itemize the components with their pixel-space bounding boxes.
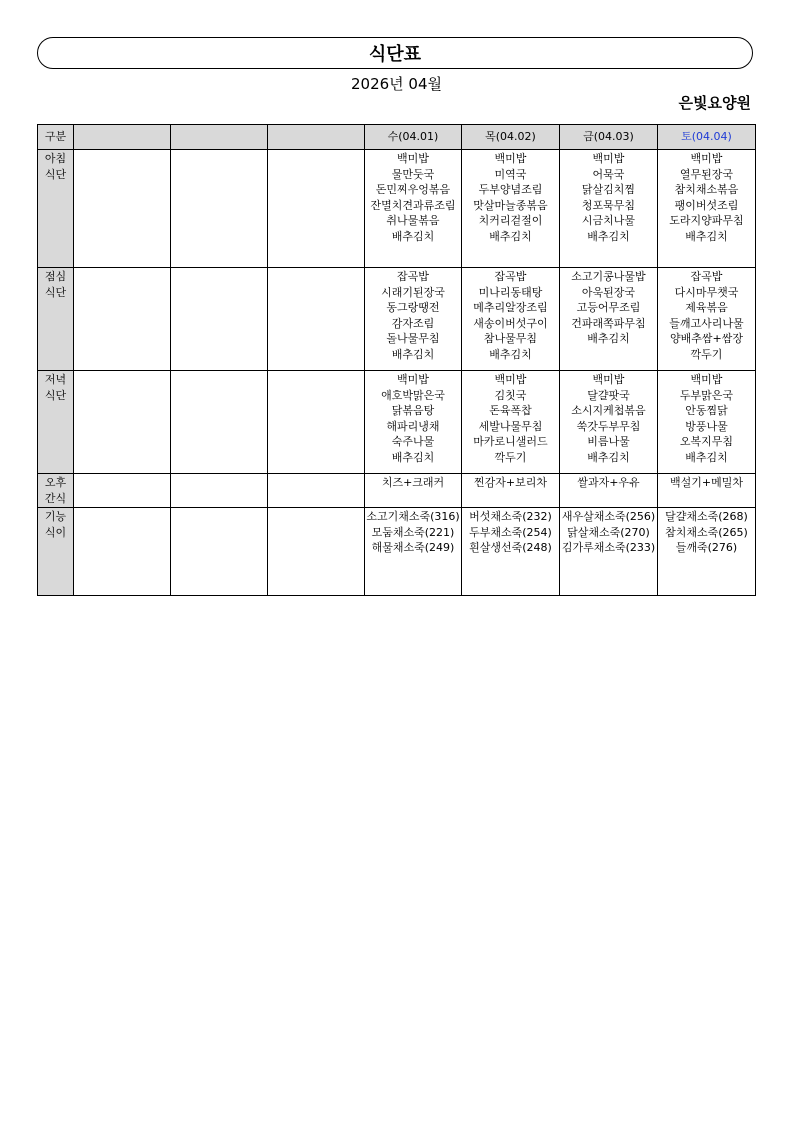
day-header-sat: 토(04.04) xyxy=(658,125,756,150)
empty-cell xyxy=(74,150,171,268)
menu-item: 잔멸치견과류조림 xyxy=(370,198,456,212)
menu-item: 백미밥 xyxy=(397,152,429,165)
empty-cell xyxy=(74,508,171,596)
menu-item: 다시마무챗국 xyxy=(674,285,739,299)
menu-item: 치즈+크래커 xyxy=(381,476,445,489)
menu-item: 백미밥 xyxy=(592,152,625,165)
menu-item: 세발나물무침 xyxy=(478,419,543,433)
empty-header-cell xyxy=(171,125,268,150)
menu-item: 애호박맑은국 xyxy=(381,388,445,402)
empty-cell xyxy=(268,150,365,268)
menu-item: 동그랑땡전 xyxy=(386,301,440,314)
menu-row-snack xyxy=(38,474,756,508)
menu-row-dinner xyxy=(38,371,756,474)
menu-item: 들깨고사리나물 xyxy=(669,316,744,330)
menu-item: 닭살김치찜 xyxy=(581,183,636,196)
menu-item: 배추김치 xyxy=(587,450,630,464)
menu-item: 치커리겉절이 xyxy=(478,214,543,227)
menu-item: 배추김치 xyxy=(391,229,435,243)
menu-item: 방풍나물 xyxy=(685,419,728,433)
menu-row-lunch xyxy=(38,268,756,371)
menu-item: 오복지무침 xyxy=(679,435,734,448)
empty-cell xyxy=(171,474,268,508)
menu-item: 고등어무조림 xyxy=(576,301,641,314)
row-label: 저녁 식단 xyxy=(38,371,74,474)
menu-item: 청포묵무침 xyxy=(581,198,636,212)
menu-cell xyxy=(462,268,560,371)
menu-cell xyxy=(658,371,756,474)
empty-header-cell xyxy=(74,125,171,150)
menu-item: 시금치나물 xyxy=(581,214,636,227)
menu-row-breakfast xyxy=(38,150,756,268)
menu-table xyxy=(37,124,756,596)
menu-item: 김가루채소죽(233) xyxy=(561,541,656,554)
menu-cell xyxy=(365,371,462,474)
menu-cell xyxy=(560,268,658,371)
menu-cell xyxy=(365,474,462,508)
menu-item: 메추리알장조림 xyxy=(473,301,548,314)
menu-cell xyxy=(658,150,756,268)
row-label: 기능 식이 xyxy=(38,508,74,596)
menu-item: 참치채소죽(265) xyxy=(665,525,748,539)
menu-item: 어묵국 xyxy=(592,167,625,181)
menu-item: 잡곡밥 xyxy=(397,270,429,283)
empty-cell xyxy=(74,474,171,508)
menu-item: 비름나물 xyxy=(587,435,630,448)
menu-item: 참나물무침 xyxy=(483,332,538,345)
menu-item: 백미밥 xyxy=(397,373,429,386)
menu-item: 열무된장국 xyxy=(679,167,734,181)
menu-item: 안동찜닭 xyxy=(685,404,728,417)
menu-cell xyxy=(560,371,658,474)
menu-item: 깍두기 xyxy=(690,347,723,361)
menu-item: 배추김치 xyxy=(391,347,435,361)
menu-cell xyxy=(462,371,560,474)
menu-item: 배추김치 xyxy=(587,332,630,345)
menu-item: 버섯채소죽(232) xyxy=(469,510,552,523)
row-label: 점심 식단 xyxy=(38,268,74,371)
menu-item: 들깨죽(276) xyxy=(675,541,738,554)
header-label: 구분 xyxy=(38,125,74,150)
header-row xyxy=(38,125,756,150)
empty-cell xyxy=(268,268,365,371)
menu-item: 양배추쌈+쌈장 xyxy=(670,332,743,345)
menu-item: 쌀과자+우유 xyxy=(577,476,640,489)
menu-cell xyxy=(365,268,462,371)
menu-item: 배추김치 xyxy=(489,229,532,243)
menu-item: 새우살채소죽(256) xyxy=(561,510,656,523)
menu-item: 쑥갓두부무침 xyxy=(576,419,641,433)
day-header-thu: 목(04.02) xyxy=(462,125,560,150)
menu-item: 제육볶음 xyxy=(685,301,728,314)
menu-item: 닭살채소죽(270) xyxy=(567,525,650,539)
menu-item: 취나물볶음 xyxy=(386,214,440,227)
menu-cell xyxy=(560,150,658,268)
day-header-wed: 수(04.01) xyxy=(365,125,462,150)
menu-item: 달걀채소죽(268) xyxy=(665,510,748,523)
menu-cell xyxy=(560,474,658,508)
empty-cell xyxy=(171,371,268,474)
menu-item: 소고기채소죽(316) xyxy=(366,510,460,523)
menu-item: 배추김치 xyxy=(685,229,728,243)
menu-item: 미나리동태탕 xyxy=(478,285,543,299)
empty-cell xyxy=(171,150,268,268)
menu-item: 두부채소죽(254) xyxy=(469,525,552,539)
menu-item: 도라지양파무침 xyxy=(669,214,744,227)
menu-item: 배추김치 xyxy=(489,347,532,361)
menu-item: 시래기된장국 xyxy=(381,285,445,299)
menu-item: 달걀팟국 xyxy=(587,388,630,402)
menu-item: 백미밥 xyxy=(494,152,527,165)
organization-name: 은빛요양원 xyxy=(678,94,751,112)
menu-item: 백미밥 xyxy=(690,373,723,386)
menu-item: 돈육폭찹 xyxy=(489,404,532,417)
menu-row-special-diet xyxy=(38,508,756,596)
menu-item: 닭볶음탕 xyxy=(391,404,435,417)
menu-cell xyxy=(560,508,658,596)
empty-header-cell xyxy=(268,125,365,150)
month-label: 2026년 04월 xyxy=(350,75,442,93)
empty-cell xyxy=(268,508,365,596)
row-label: 아침 식단 xyxy=(38,150,74,268)
menu-item: 잡곡밥 xyxy=(494,270,527,283)
menu-item: 감자조림 xyxy=(391,316,435,330)
menu-item: 찐감자+보리차 xyxy=(474,476,547,489)
menu-item: 팽이버섯조림 xyxy=(674,198,739,212)
menu-item: 미역국 xyxy=(494,167,527,181)
menu-item: 소시지케첩볶음 xyxy=(571,404,646,417)
row-label: 오후 간식 xyxy=(38,474,74,508)
menu-item: 돈민찌우엉볶음 xyxy=(375,183,451,196)
menu-item: 배추김치 xyxy=(391,450,435,464)
menu-item: 두부양념조림 xyxy=(478,183,543,196)
menu-item: 돌나물무침 xyxy=(386,332,440,345)
menu-item: 해파리냉채 xyxy=(386,419,440,433)
menu-item: 숙주나물 xyxy=(391,435,435,448)
page-title: 식단표 xyxy=(37,37,753,69)
empty-cell xyxy=(268,371,365,474)
menu-cell xyxy=(658,268,756,371)
menu-cell xyxy=(462,474,560,508)
menu-item: 배추김치 xyxy=(685,450,728,464)
menu-item: 깍두기 xyxy=(494,450,527,464)
menu-cell xyxy=(365,150,462,268)
empty-cell xyxy=(268,474,365,508)
menu-item: 김칫국 xyxy=(494,388,527,402)
menu-item: 해물채소죽(249) xyxy=(371,541,455,554)
menu-item: 잡곡밥 xyxy=(690,270,723,283)
menu-cell xyxy=(658,508,756,596)
menu-item: 배추김치 xyxy=(587,229,630,243)
menu-item: 아욱된장국 xyxy=(581,285,636,299)
empty-cell xyxy=(74,268,171,371)
menu-item: 물만둣국 xyxy=(391,167,435,181)
menu-item: 백미밥 xyxy=(690,152,723,165)
menu-item: 백미밥 xyxy=(494,373,527,386)
menu-item: 백미밥 xyxy=(592,373,625,386)
menu-item: 마카로니샐러드 xyxy=(473,435,548,448)
menu-item: 건파래쪽파무침 xyxy=(571,316,646,330)
menu-cell xyxy=(462,508,560,596)
empty-cell xyxy=(171,268,268,371)
menu-item: 맛살마늘종볶음 xyxy=(473,198,548,212)
empty-cell xyxy=(74,371,171,474)
menu-item: 새송이버섯구이 xyxy=(473,316,548,330)
menu-item: 모둠채소죽(221) xyxy=(371,525,455,539)
menu-item: 참치채소볶음 xyxy=(674,183,739,196)
menu-item: 백설기+메밀차 xyxy=(670,476,743,489)
day-header-fri: 금(04.03) xyxy=(560,125,658,150)
empty-cell xyxy=(171,508,268,596)
menu-cell xyxy=(462,150,560,268)
menu-item: 소고기콩나물밥 xyxy=(571,270,646,283)
menu-cell xyxy=(365,508,462,596)
menu-item: 두부맑은국 xyxy=(679,388,734,402)
menu-cell xyxy=(658,474,756,508)
menu-item: 흰살생선죽(248) xyxy=(469,541,552,554)
